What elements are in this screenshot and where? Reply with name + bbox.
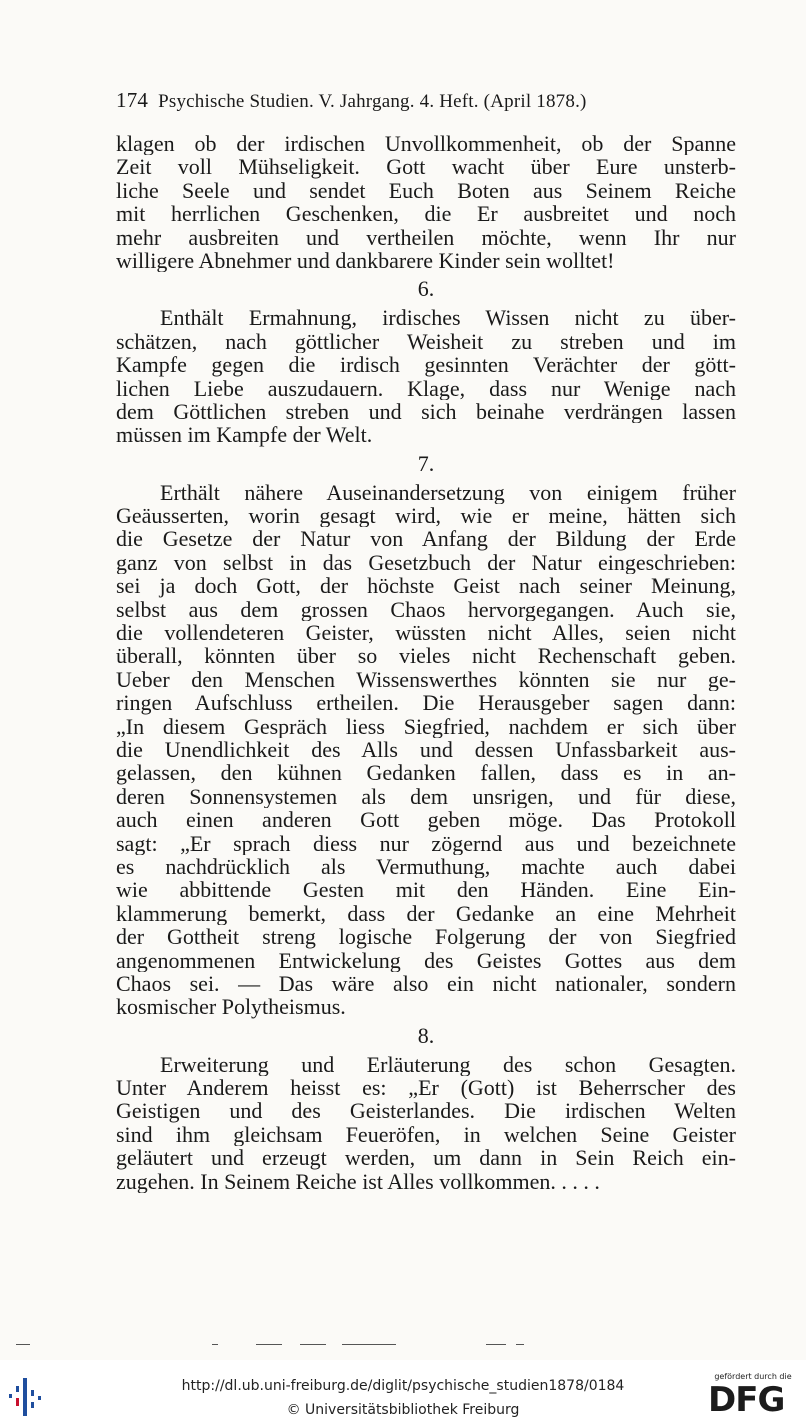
scan-edge-marks [0,1338,806,1350]
paragraph-3 [116,481,736,1019]
text-line: lichen Liebe auszudauern. Klage, dass nur Wenige nach [116,376,736,400]
text-line: sagt: „Er sprach diess nur zögernd aus und bezeichnete [116,831,736,855]
text-line: Geistigen und des Geisterlandes. Die irdischen Welten [116,1099,736,1123]
text-line: Chaos sei. — Das wäre also ein nicht nationaler, sondern [116,971,736,996]
text-line: gelassen, den kühnen Gedanken fallen, dass es in an- [116,761,736,785]
text-line: müssen im Kampfe der Welt. [116,423,373,447]
text-line: der Gottheit streng logische Folgerung der von Siegfried [116,925,736,949]
text-line: sind ihm gleichsam Feueröfen, in welchen Seine Geister [116,1122,736,1147]
page-number: 174 [116,88,149,112]
text-line: es nachdrücklich als Vermuthung, machte auch dabei [116,854,736,879]
paragraph-2 [116,306,736,446]
text-line: mehr ausbreiten und vertheilen möchte, wenn Ihr nur [116,225,736,249]
dfg-funded-label: gefördert durch die [714,1372,792,1381]
dfg-wordmark: DFG [708,1380,785,1420]
text-line: selbst aus dem grossen Chaos hervorgegangen. Auch sie, [116,597,736,622]
source-url[interactable]: http://dl.ub.uni-freiburg.de/diglit/psychische_studien1878/0184 [181,1378,625,1394]
text-line: Erweiterung und Erläuterung des schon Gesagten. [160,1052,736,1077]
text-line: willigere Abnehmer und dankbarere Kinder sein wolltet! [116,248,615,273]
footer [0,1360,806,1423]
paragraph-4 [116,1053,736,1193]
text-line: klammerung bemerkt, dass der Gedanke an eine Mehrheit [116,901,736,926]
section-number-7: 7. [417,450,435,476]
text-line: die vollendeteren Geister, wüssten nicht Alles, seien nicht [116,621,736,645]
page-body [116,132,736,1193]
text-line: überall, könnten über so vieles nicht Rechenschaft geben. [116,644,736,668]
section-number-8: 8. [417,1022,435,1048]
running-header [116,88,736,113]
text-line: schätzen, nach göttlicher Weisheit zu streben und im [116,329,736,354]
text-line: auch einen anderen Gott geben möge. Das Protokoll [116,808,736,832]
running-title: Psychische Studien. V. Jahrgang. 4. Heft. (April 1878.) [158,91,587,112]
text-line: kosmischer Polytheismus. [116,995,346,1019]
text-line: angenommenen Entwickelung des Geistes Gottes aus dem [116,948,736,972]
text-line: deren Sonnensystemen als dem unsrigen, und für diese, [116,784,736,809]
text-line: Unter Anderem heisst es: „Er (Gott) ist Beherrscher des [116,1076,736,1100]
text-line: dem Göttlichen streben und sich beinahe verdrängen lassen [116,399,736,424]
text-line: Zeit voll Mühseligkeit. Gott wacht über Eure unsterb- [116,155,736,179]
text-line: sei ja doch Gott, der höchste Geist nach seiner Meinung, [116,574,736,598]
text-line: die Gesetze der Natur von Anfang der Bildung der Erde [116,527,736,551]
text-line: ringen Aufschluss ertheilen. Die Herausgeber sagen dann: [116,691,736,715]
dfg-logo [706,1372,800,1420]
paragraph-1 [116,132,736,272]
text-line: Kampfe gegen die irdisch gesinnten Verächter der gött- [116,353,736,377]
text-line: Erthält nähere Auseinandersetzung von einigem früher [160,480,736,505]
text-line: Enthält Ermahnung, irdisches Wissen nicht zu über- [160,306,736,330]
text-line: die Unendlichkeit des Alls und dessen Unfassbarkeit aus- [116,737,736,762]
copyright-notice: © Universitätsbibliothek Freiburg [286,1402,520,1418]
text-line: klagen ob der irdischen Unvollkommenheit, ob der Spanne [116,132,736,156]
text-line: ganz von selbst in das Gesetzbuch der Natur eingeschrieben: [116,550,736,575]
text-line: „In diesem Gespräch liess Siegfried, nachdem er sich über [116,714,736,738]
text-line: mit herrlichen Geschenken, die Er ausbreitet und noch [116,202,736,226]
text-line: wie abbittende Gesten mit den Händen. Eine Ein- [116,878,736,902]
text-line: zugehen. In Seinem Reiche ist Alles vollkommen. . . . . [116,1169,600,1194]
text-line: Ueber den Menschen Wissenswerthes könnten sie nur ge- [116,667,736,692]
text-line: geläutert und erzeugt werden, um dann in Sein Reich ein- [116,1146,736,1170]
text-line: liche Seele und sendet Euch Boten aus Seinem Reiche [116,178,736,203]
text-line: Geäusserten, worin gesagt wird, wie er meine, hätten sich [116,504,736,528]
section-number-6: 6. [417,276,435,302]
